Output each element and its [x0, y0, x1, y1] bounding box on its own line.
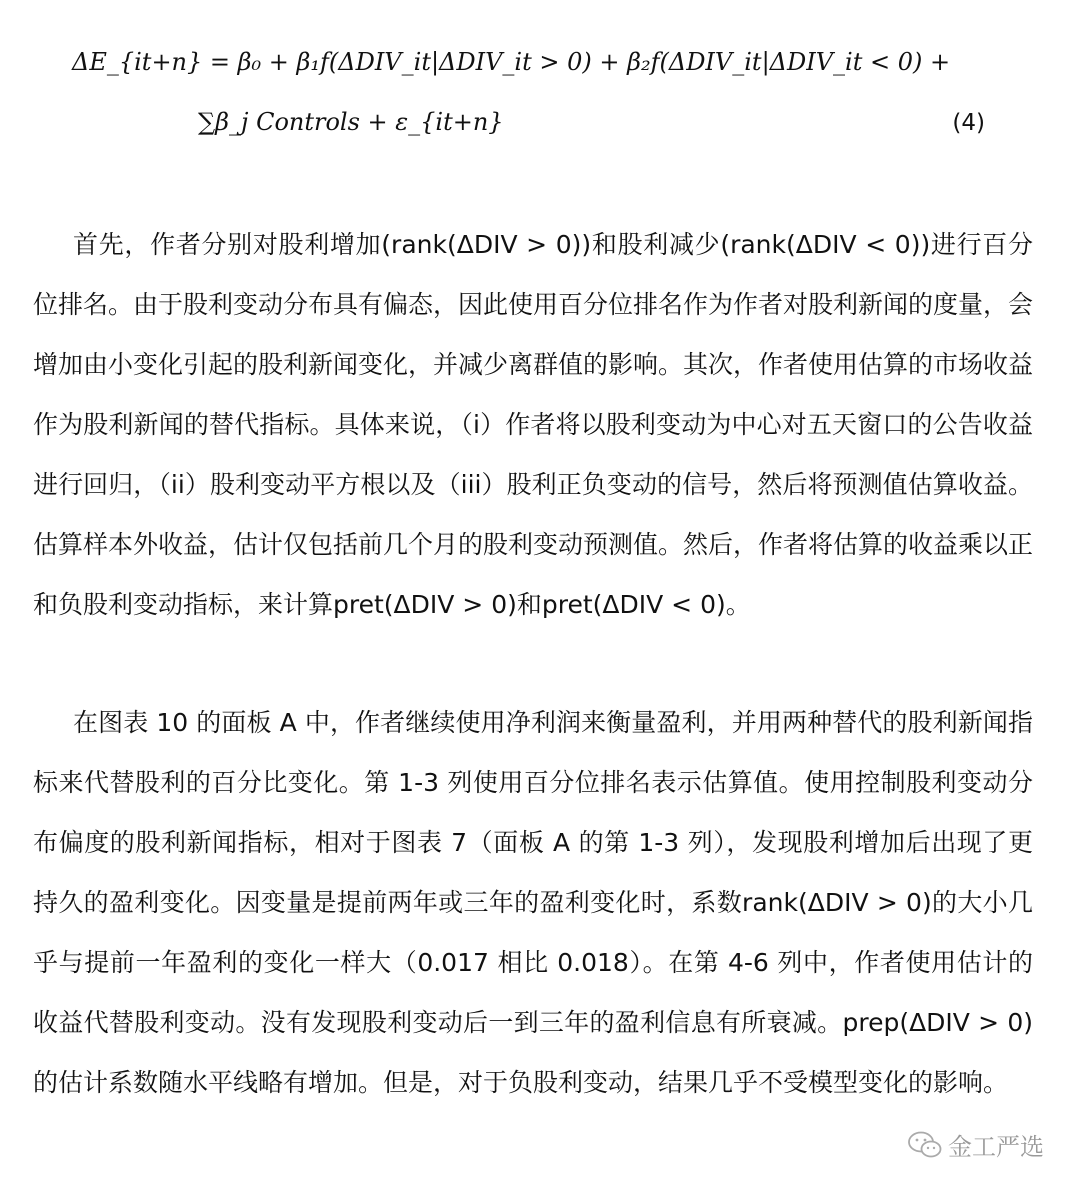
equation-line-1-text: ΔE_{it+n} = β₀ + β₁f(ΔDIV_it|ΔDIV_it > 0) + β₂f(ΔDIV_it|ΔDIV_it < 0) +: [72, 48, 951, 76]
equation-line-1: [72, 48, 950, 76]
equation-line-2: [198, 108, 504, 136]
equation-number: (4): [952, 110, 985, 136]
wechat-icon: [908, 1131, 942, 1159]
watermark: [908, 1127, 1044, 1162]
paragraph-1: 首先，作者分别对股利增加(rank(ΔDIV > 0))和股利减少(rank(ΔDIV < 0))进行百分位排名。由于股利变动分布具有偏态，因此使用百分位排名作为作者对股利新闻的度量，会增加由小变化引起的股利新闻变化，并减少离群值的影响。其次，作者使用估算的市场收益作为股利新闻的替代指标。具体来说，（i）作者将以股利变动为中心对五天窗口的公告收益进行回归，（ii）股利变动平方根以及（iii）股利正负变动的信号，然后将预测值估算收益。估算样本外收益，估计仅包括前几个月的股利变动预测值。然后，作者将估算的收益乘以正和负股利变动指标，来计算pret(ΔDIV > 0)和pret(ΔDIV < 0)。: [33, 230, 1034, 619]
equation-line-2-text: ∑β_j Controls + ε_{it+n}: [198, 108, 504, 136]
paragraph-2: 在图表 10 的面板 A 中，作者继续使用净利润来衡量盈利，并用两种替代的股利新闻指标来代替股利的百分比变化。第 1-3 列使用百分位排名表示估算值。使用控制股利变动分布偏度的股利新闻指标，相对于图表 7（面板 A 的第 1-3 列），发现股利增加后出现了更持久的盈利变化。因变量是提前两年或三年的盈利变化时，系数rank(ΔDIV > 0)的大小几乎与提前一年盈利的变化一样大（0.017 相比 0.018）。在第 4-6 列中，作者使用估计的收益代替股利变动。没有发现股利变动后一到三年的盈利信息有所衰减。prep(ΔDIV > 0)的估计系数随水平线略有增加。但是，对于负股利变动，结果几乎不受模型变化的影响。: [33, 708, 1033, 1097]
watermark-text: 金工严选: [948, 1133, 1044, 1161]
